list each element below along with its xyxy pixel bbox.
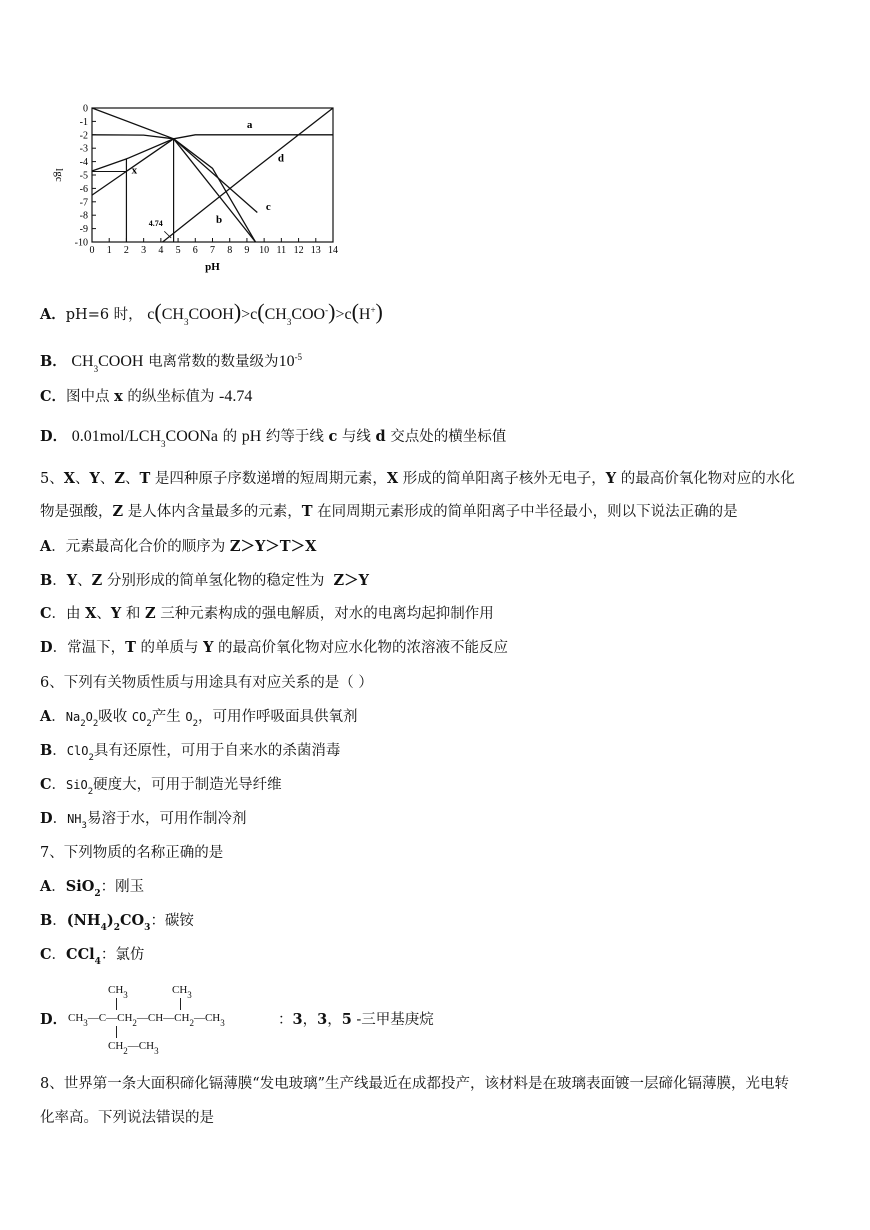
q7-option-c: C．CCl$_4$：氯仿 bbox=[40, 946, 145, 967]
q5-option-b: B．Y、Z 分别形成的简单氢化物的稳定性为 Z＞Y bbox=[40, 572, 369, 589]
annotation-c: c bbox=[265, 200, 271, 213]
x-tick-label: 4 bbox=[158, 245, 164, 256]
option-label: A． bbox=[40, 306, 66, 323]
y-tick-label: -10 bbox=[74, 237, 88, 249]
q4-option-d: D． $0.01mol/LCH_3COONa$ 的 pH 约等于线 c 与线 d 交点处的横坐标值 bbox=[40, 428, 507, 449]
q7-d-name: ：3，3，5 -三甲基庚烷 bbox=[278, 1011, 434, 1028]
x-tick-label: 1 bbox=[106, 245, 112, 256]
x-tick-label: 5 bbox=[175, 245, 181, 256]
q6-option-b: B．ClO$_2$具有还原性，可用于自来水的杀菌消毒 bbox=[40, 742, 341, 763]
q4-a-formula: $c(CH_3COOH)>c(CH_3COO^-)>c(H^+)$ bbox=[147, 299, 383, 327]
q6-option-a: A．$Na_2O_2$吸收 $CO_2$产生 $O_2$，可用作呼吸面具供氧剂 bbox=[40, 708, 358, 729]
q4-option-b: B． $CH_3COOH$ 电离常数的数量级为$10^{-5}$ bbox=[40, 352, 303, 374]
q8-stem-line2: 化率高。下列说法错误的是 bbox=[40, 1110, 214, 1126]
y-tick-label: -2 bbox=[79, 130, 88, 142]
y-tick-label: -7 bbox=[79, 197, 88, 209]
y-tick-label: -1 bbox=[79, 116, 88, 128]
x-tick-label: 10 bbox=[259, 245, 270, 256]
q7-option-b: B．$(NH_4)_2CO_3$：碳铵 bbox=[40, 912, 194, 933]
x-tick-label: 8 bbox=[227, 245, 233, 256]
y-tick-label: -3 bbox=[79, 143, 88, 155]
q5-stem-line2: 物是强酸，Z 是人体内含量最多的元素，T 在同周期元素形成的简单阳离子中半径最小，则以下说法正确的是 bbox=[40, 503, 738, 520]
option-label: D． bbox=[40, 1011, 68, 1028]
q5-option-a: A．元素最高化合价的顺序为 Z＞Y＞T＞X bbox=[40, 538, 317, 555]
x-tick-label: 12 bbox=[293, 245, 304, 256]
annotation-arrow bbox=[164, 231, 171, 238]
option-text: pH=6 时， bbox=[65, 307, 143, 323]
x-tick-label: 3 bbox=[141, 245, 147, 256]
annotation-b: b bbox=[215, 214, 223, 227]
x-tick-label: 13 bbox=[310, 245, 321, 256]
x-tick-label: 2 bbox=[123, 245, 129, 256]
q8-stem-line1: 8、世界第一条大面积碲化镉薄膜“发电玻璃”生产线最近在成都投产，该材料是在玻璃表面镀一层碲化镉薄膜，光电转 bbox=[40, 1076, 790, 1092]
series-line-c bbox=[92, 108, 257, 213]
struct-ch3-top-1: $CH_3$ bbox=[108, 984, 128, 1000]
q6-stem: 6、下列有关物质性质与用途具有对应关系的是（ ） bbox=[40, 675, 373, 691]
q6-option-c: C．SiO$_2$硬度大，可用于制造光导纤维 bbox=[40, 776, 282, 797]
y-tick-label: -6 bbox=[79, 183, 88, 195]
x-tick-label: 6 bbox=[192, 245, 198, 256]
q4-option-c: C．图中点 x 的纵坐标值为 -4.74 bbox=[40, 388, 253, 405]
q6-option-d: D．$NH_3$易溶于水，可用作制冷剂 bbox=[40, 810, 247, 831]
x-axis-label: pH bbox=[205, 261, 220, 273]
x-tick-label: 9 bbox=[244, 245, 250, 256]
y-tick-label: -5 bbox=[79, 170, 88, 182]
annotation-x: x bbox=[131, 164, 138, 177]
x-tick-label: 11 bbox=[276, 245, 287, 256]
lgc-ph-chart bbox=[40, 100, 360, 280]
struct-main-chain: $CH_3—C—CH_2—CH—CH_2—CH_3$ bbox=[68, 1012, 225, 1028]
struct-ethyl-branch: $CH_2—CH_3$ bbox=[108, 1040, 159, 1056]
annotation-a: a bbox=[246, 119, 253, 132]
y-tick-label: -4 bbox=[79, 157, 88, 169]
struct-ch3-top-2: $CH_3$ bbox=[172, 984, 192, 1000]
q7-stem: 7、下列物质的名称正确的是 bbox=[40, 845, 224, 861]
q5-option-d: D．常温下，T 的单质与 Y 的最高价氧化物对应水化物的浓溶液不能反应 bbox=[40, 639, 509, 656]
annotation-d: d bbox=[277, 152, 285, 165]
x-tick-label: 14 bbox=[328, 245, 338, 256]
q5-stem-line1: 5、X、Y、Z、T 是四种原子序数递增的短周期元素，X 形成的简单阳离子核外无电子，Y 的最高价氧化物对应的水化 bbox=[40, 470, 795, 487]
x-tick-label: 0 bbox=[89, 245, 95, 256]
x-tick-label: 7 bbox=[210, 245, 215, 256]
y-tick-label: -8 bbox=[79, 210, 88, 222]
annotation-4.74: 4.74 bbox=[148, 218, 163, 228]
q5-option-c: C．由 X、Y 和 Z 三种元素构成的强电解质，对水的电离均起抑制作用 bbox=[40, 605, 494, 622]
y-tick-label: 0 bbox=[83, 103, 88, 115]
plot-frame bbox=[92, 108, 333, 242]
y-axis-label: lgc bbox=[53, 168, 65, 182]
y-tick-label: -9 bbox=[79, 224, 88, 236]
q4-option-a bbox=[40, 300, 383, 332]
q7-option-a: A．SiO$_2$：刚玉 bbox=[40, 878, 145, 899]
